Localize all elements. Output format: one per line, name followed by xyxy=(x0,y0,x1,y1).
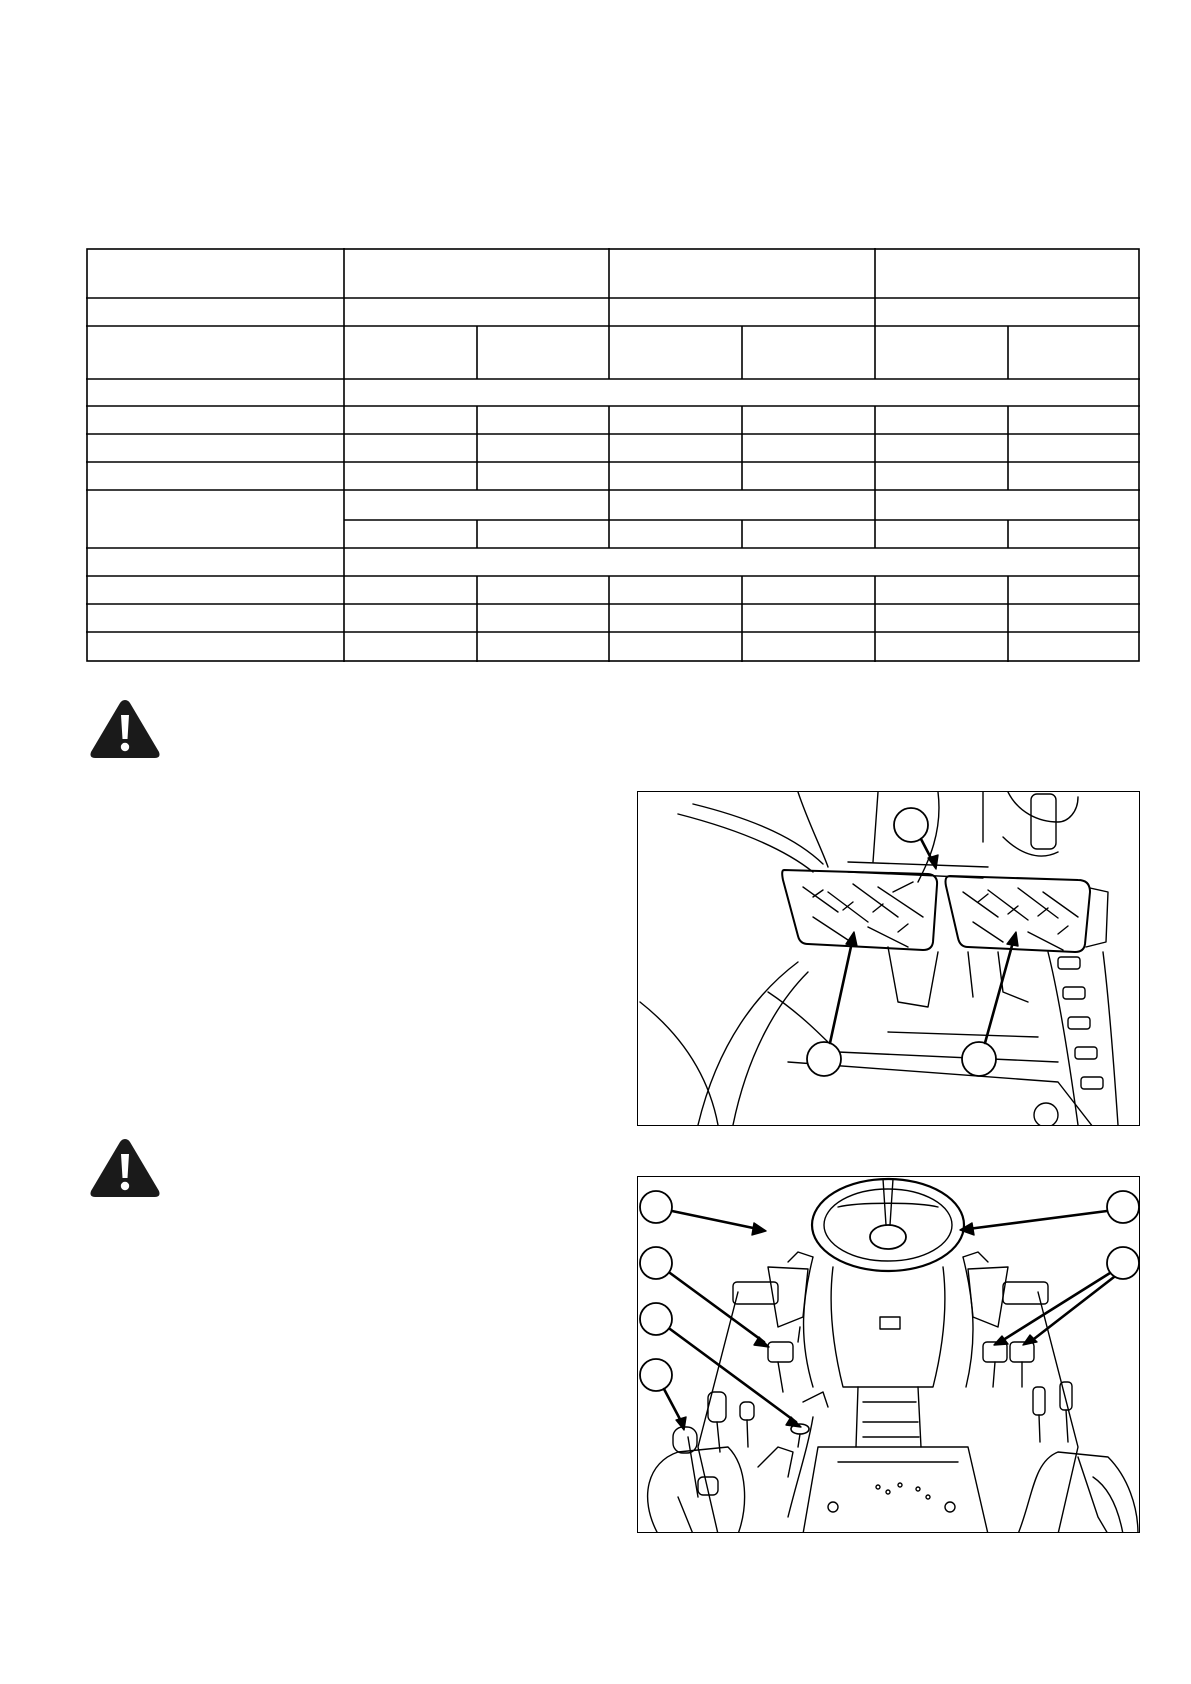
specification-table xyxy=(86,248,1140,662)
warning-triangle-icon xyxy=(88,697,162,761)
warning-triangle-icon xyxy=(88,1136,162,1200)
brake-pedals-illustration xyxy=(637,791,1140,1126)
operator-console-illustration xyxy=(637,1176,1140,1533)
